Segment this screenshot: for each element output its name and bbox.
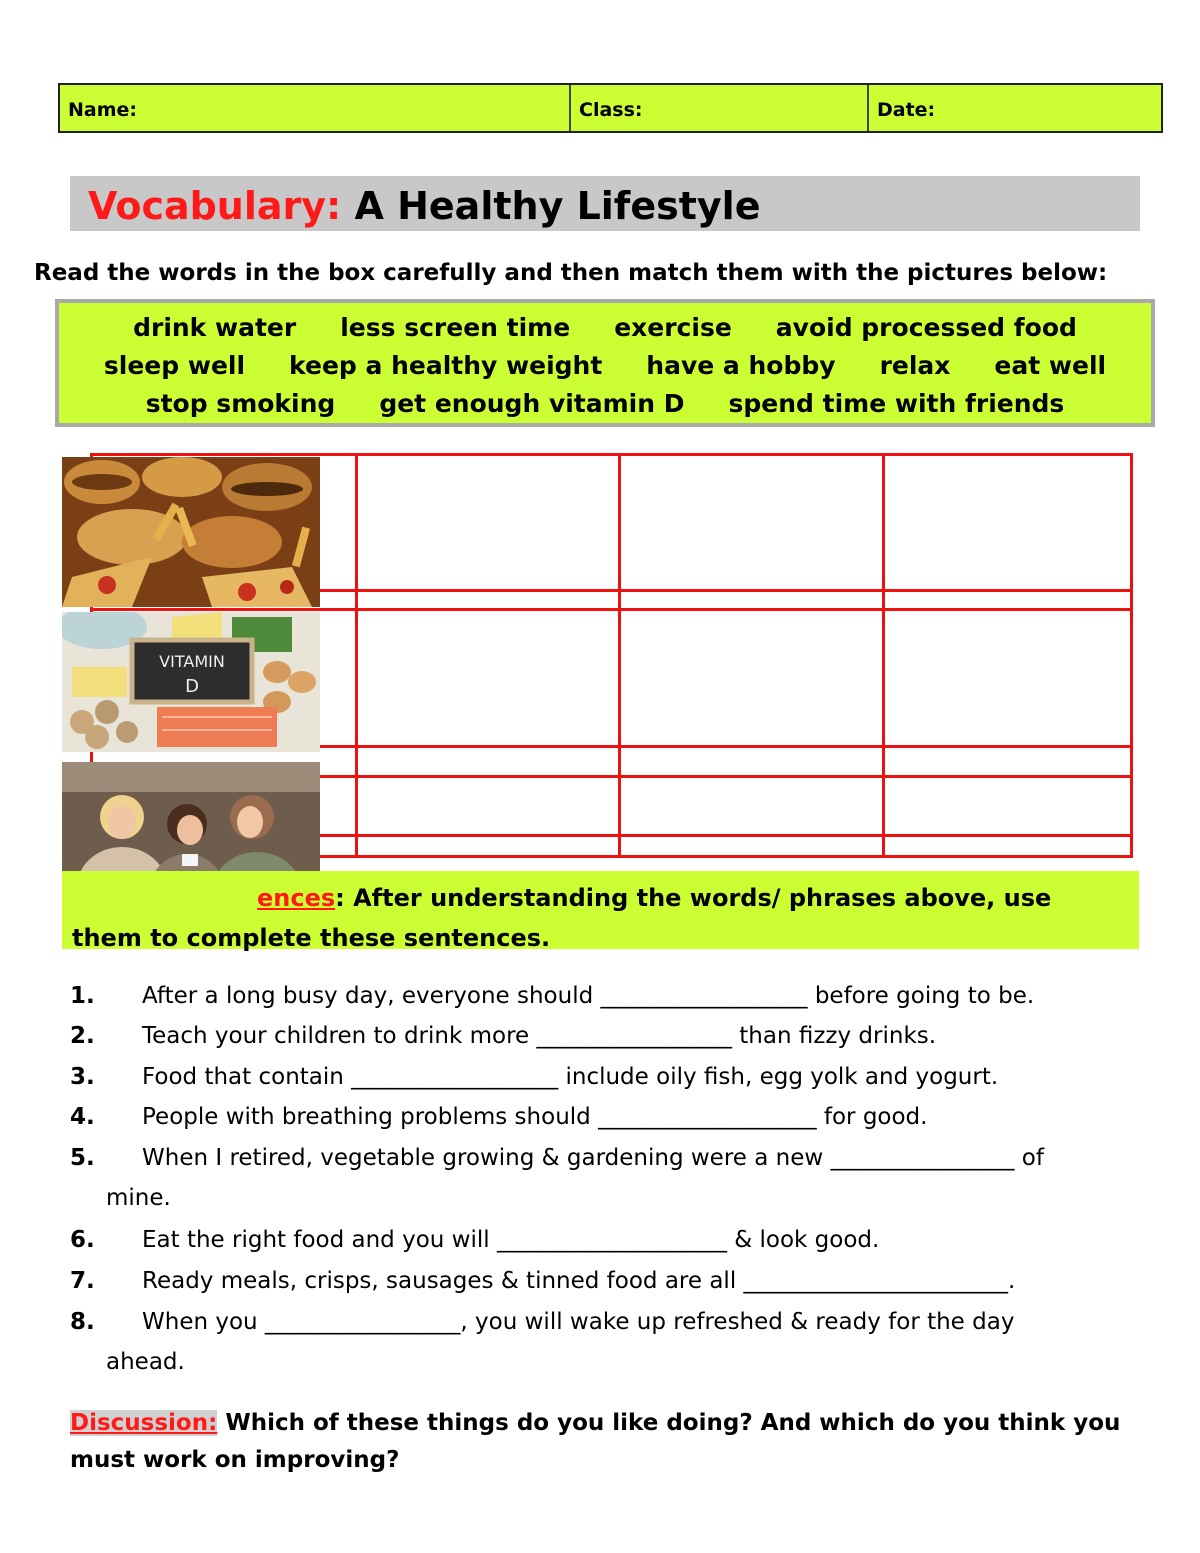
sentence-number: 3. bbox=[70, 1064, 95, 1090]
discussion-prompt bbox=[70, 1405, 1130, 1479]
grid-cell[interactable] bbox=[358, 456, 618, 589]
sentence-continuation: mine. bbox=[106, 1185, 171, 1211]
sentence-text: People with breathing problems should ___________________ for good. bbox=[142, 1104, 928, 1130]
sentence-text: Ready meals, crisps, sausages & tinned food are all _______________________. bbox=[142, 1268, 1016, 1294]
vitamin-d-foods-image bbox=[62, 612, 320, 752]
word-item: have a hobby bbox=[646, 351, 836, 380]
sentence-text: Teach your children to drink more _________________ than fizzy drinks. bbox=[142, 1023, 937, 1049]
word-line-2 bbox=[59, 351, 1151, 380]
sentence-text: After a long busy day, everyone should __________________ before going to be. bbox=[142, 983, 1035, 1009]
sentence-text: When you _________________, you will wake up refreshed & ready for the day bbox=[142, 1309, 1015, 1335]
sentence-number: 4. bbox=[70, 1104, 95, 1130]
sentence-text: Food that contain __________________ include oily fish, egg yolk and yogurt. bbox=[142, 1064, 999, 1090]
word-item: avoid processed food bbox=[775, 313, 1077, 342]
sentence-number: 1. bbox=[70, 983, 95, 1009]
sentence-number: 8. bbox=[70, 1309, 95, 1335]
discussion-label: Discussion: bbox=[70, 1410, 218, 1436]
instruction-text: Read the words in the box carefully and then match them with the pictures below: bbox=[34, 260, 1108, 286]
class-label: Class: bbox=[579, 99, 643, 121]
student-info-table bbox=[58, 83, 1163, 133]
sentences-instruction bbox=[72, 878, 1132, 958]
word-item: exercise bbox=[614, 313, 732, 342]
word-item: less screen time bbox=[340, 313, 571, 342]
chalkboard-sign-text: D bbox=[185, 676, 199, 697]
sentence-continuation: ahead. bbox=[106, 1349, 185, 1375]
grid-cell[interactable] bbox=[885, 456, 1130, 589]
sentence-number: 7. bbox=[70, 1268, 95, 1294]
vitamin-d-photo bbox=[62, 612, 320, 752]
title-prefix: Vocabulary: bbox=[88, 184, 342, 228]
junk-food-photo bbox=[62, 457, 320, 607]
title-main: A Healthy Lifestyle bbox=[354, 184, 761, 228]
sentence-number: 6. bbox=[70, 1227, 95, 1253]
grid-cell[interactable] bbox=[621, 456, 882, 589]
discussion-text: Which of these things do you like doing? And which do you think you must work on improving? bbox=[70, 1410, 1121, 1473]
word-item: spend time with friends bbox=[728, 389, 1065, 418]
word-item: sleep well bbox=[103, 351, 246, 380]
sentence-text: When I retired, vegetable growing & gardening were a new ________________ of bbox=[142, 1145, 1044, 1171]
name-label: Name: bbox=[68, 99, 138, 121]
fast-food-image bbox=[62, 457, 320, 607]
word-item: drink water bbox=[133, 313, 297, 342]
sentence-number: 2. bbox=[70, 1023, 95, 1049]
page-title bbox=[88, 184, 760, 228]
date-label: Date: bbox=[877, 99, 936, 121]
name-field[interactable] bbox=[60, 85, 571, 131]
sentences-instruction-text: : After understanding the words/ phrases above, use bbox=[335, 884, 1052, 912]
sentences-instruction-line2: them to complete these sentences. bbox=[72, 924, 551, 952]
word-item: get enough vitamin D bbox=[379, 389, 685, 418]
class-field[interactable] bbox=[571, 85, 869, 131]
chalkboard-sign-text: VITAMIN bbox=[159, 652, 225, 671]
date-field[interactable] bbox=[869, 85, 1161, 131]
word-item: keep a healthy weight bbox=[289, 351, 603, 380]
word-box bbox=[55, 299, 1155, 427]
sentences-label: ences bbox=[257, 884, 336, 912]
grid-line bbox=[1130, 453, 1133, 858]
word-line-3 bbox=[59, 389, 1151, 418]
grid-line bbox=[90, 608, 1133, 611]
sentence-text: Eat the right food and you will ____________________ & look good. bbox=[142, 1227, 880, 1253]
word-item: stop smoking bbox=[145, 389, 336, 418]
sentence-number: 5. bbox=[70, 1145, 95, 1171]
word-item: relax bbox=[879, 351, 951, 380]
word-line-1 bbox=[59, 313, 1151, 342]
word-item: eat well bbox=[994, 351, 1107, 380]
